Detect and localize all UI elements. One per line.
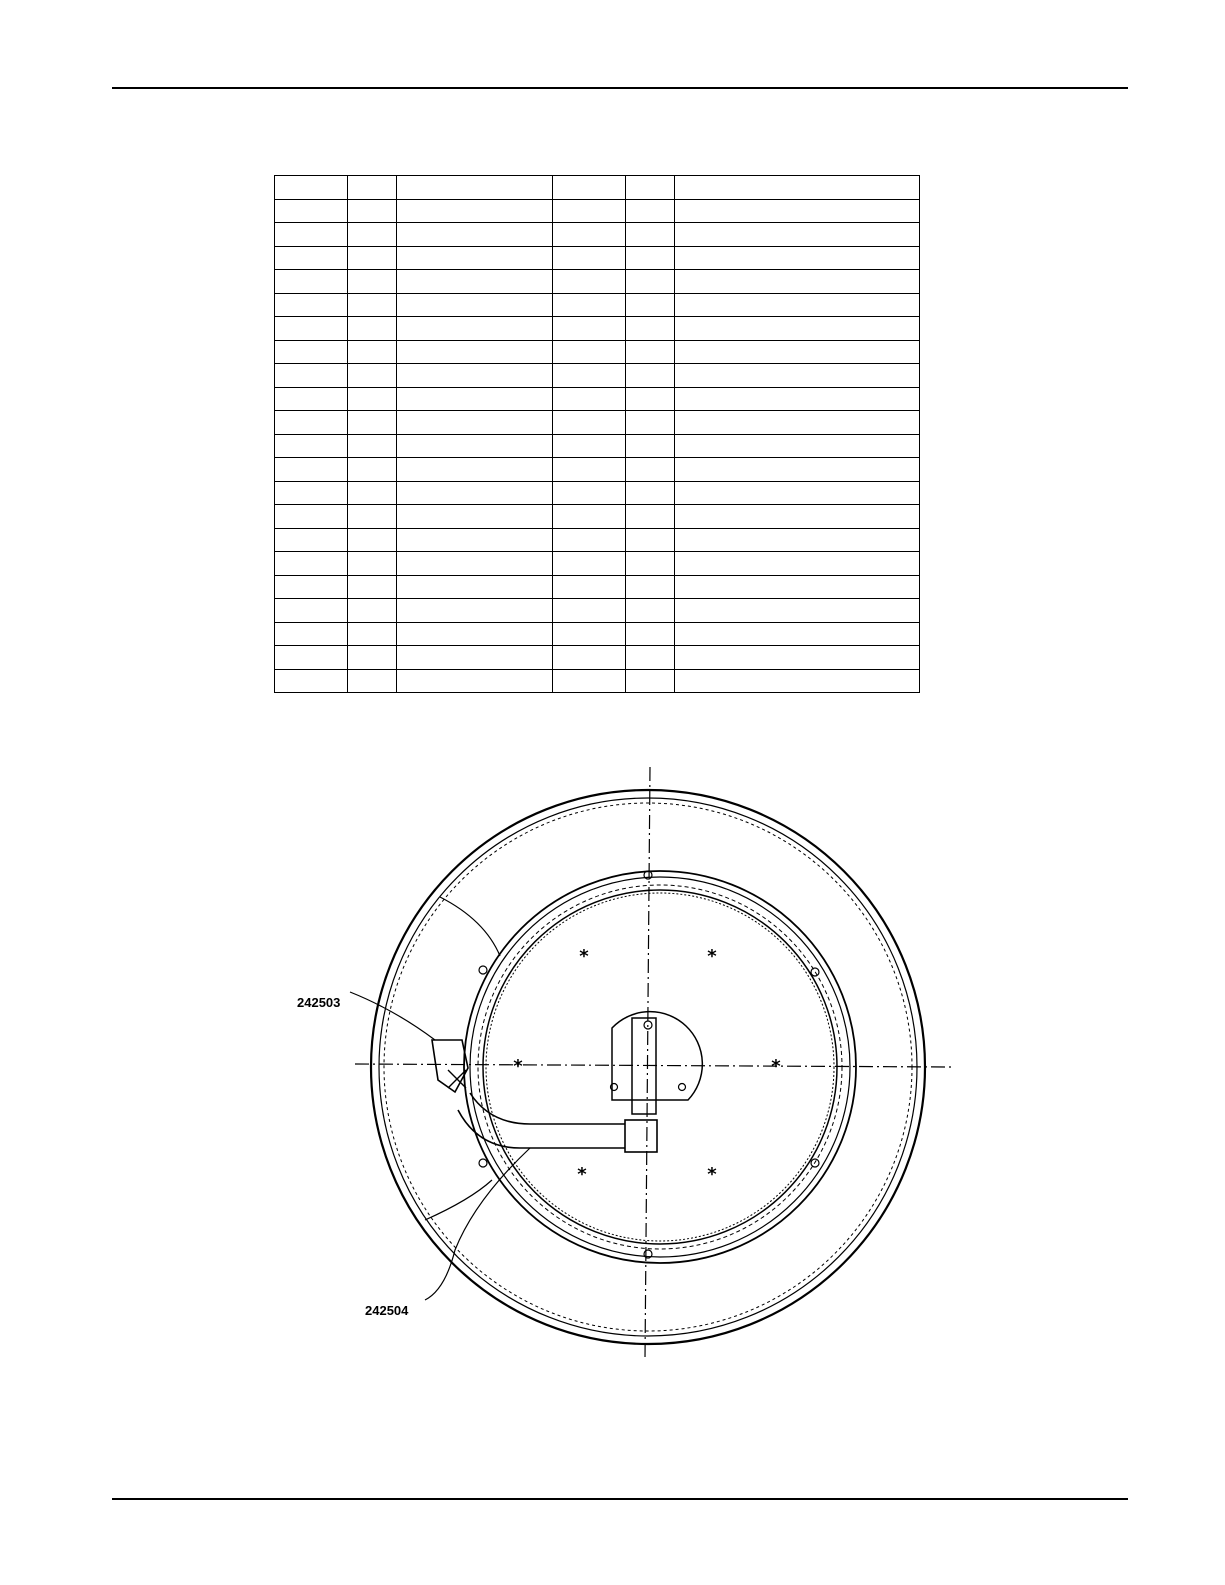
- table-cell: [275, 340, 348, 364]
- table-cell: [626, 317, 675, 341]
- table-row: [275, 599, 920, 623]
- table-cell: [553, 458, 626, 482]
- table-cell: [626, 669, 675, 693]
- table-cell: [275, 481, 348, 505]
- table-cell: [275, 364, 348, 388]
- burner-port-mark: *: [771, 1056, 781, 1077]
- burner-port-mark: *: [513, 1056, 523, 1077]
- table-cell: [626, 434, 675, 458]
- table-cell: [675, 599, 920, 623]
- table-cell: [348, 458, 397, 482]
- table-row: [275, 387, 920, 411]
- table-cell: [275, 176, 348, 200]
- table-cell: [397, 458, 553, 482]
- table-cell: [348, 246, 397, 270]
- table-cell: [275, 434, 348, 458]
- table-row: [275, 223, 920, 247]
- table-cell: [626, 481, 675, 505]
- table-cell: [553, 364, 626, 388]
- table-cell: [348, 434, 397, 458]
- table-cell: [675, 575, 920, 599]
- burner-port-mark: *: [707, 1164, 717, 1185]
- table-row: [275, 176, 920, 200]
- table-cell: [553, 340, 626, 364]
- table-cell: [675, 340, 920, 364]
- table-cell: [348, 528, 397, 552]
- table-cell: [553, 528, 626, 552]
- table-cell: [553, 246, 626, 270]
- table-row: [275, 199, 920, 223]
- table-cell: [675, 505, 920, 529]
- table-cell: [626, 411, 675, 435]
- burner-port-mark: *: [579, 946, 589, 967]
- table-cell: [275, 599, 348, 623]
- table-cell: [675, 293, 920, 317]
- table-row: [275, 270, 920, 294]
- table-row: [275, 481, 920, 505]
- table-row: [275, 552, 920, 576]
- table-cell: [397, 293, 553, 317]
- table-cell: [626, 646, 675, 670]
- center-hub: [612, 1012, 702, 1100]
- table-row: [275, 246, 920, 270]
- table-cell: [553, 552, 626, 576]
- table-cell: [553, 575, 626, 599]
- table-row: [275, 646, 920, 670]
- callout-label-242503: 242503: [297, 995, 341, 1010]
- table-cell: [553, 317, 626, 341]
- table-cell: [675, 246, 920, 270]
- table-cell: [348, 411, 397, 435]
- table-cell: [275, 646, 348, 670]
- table-cell: [397, 575, 553, 599]
- table-row: [275, 575, 920, 599]
- table-cell: [626, 176, 675, 200]
- table-cell: [675, 176, 920, 200]
- table-cell: [275, 387, 348, 411]
- table-cell: [553, 599, 626, 623]
- table-cell: [626, 505, 675, 529]
- table-cell: [397, 411, 553, 435]
- table-cell: [348, 575, 397, 599]
- table-cell: [626, 599, 675, 623]
- table-row: [275, 364, 920, 388]
- table-cell: [275, 669, 348, 693]
- table-cell: [348, 387, 397, 411]
- vertical-centerline: [645, 767, 650, 1358]
- table-cell: [675, 364, 920, 388]
- table-cell: [675, 387, 920, 411]
- table-row: [275, 340, 920, 364]
- table-row: [275, 434, 920, 458]
- table-cell: [275, 270, 348, 294]
- table-cell: [397, 364, 553, 388]
- table-cell: [626, 528, 675, 552]
- leader-242503: [350, 992, 435, 1040]
- table-cell: [626, 364, 675, 388]
- table-cell: [675, 199, 920, 223]
- leader-242504: [425, 1148, 530, 1300]
- table-cell: [348, 622, 397, 646]
- table-cell: [397, 669, 553, 693]
- table-cell: [348, 552, 397, 576]
- burner-port-mark: *: [707, 946, 717, 967]
- table-row: [275, 293, 920, 317]
- table-cell: [626, 199, 675, 223]
- table-cell: [275, 411, 348, 435]
- table-cell: [397, 481, 553, 505]
- table-cell: [275, 458, 348, 482]
- table-cell: [397, 552, 553, 576]
- table-cell: [626, 387, 675, 411]
- table-cell: [348, 646, 397, 670]
- table-cell: [626, 246, 675, 270]
- table-cell: [675, 434, 920, 458]
- table-row: [275, 505, 920, 529]
- table-cell: [675, 317, 920, 341]
- table-cell: [626, 270, 675, 294]
- parts-list-table: [274, 175, 920, 693]
- table-cell: [675, 458, 920, 482]
- pipe-elbow: [625, 1120, 657, 1152]
- table-cell: [626, 340, 675, 364]
- table-cell: [553, 387, 626, 411]
- table-cell: [275, 622, 348, 646]
- table-cell: [275, 199, 348, 223]
- table-cell: [348, 599, 397, 623]
- table-cell: [397, 340, 553, 364]
- table-cell: [675, 622, 920, 646]
- header-rule: [112, 87, 1128, 89]
- table-cell: [397, 223, 553, 247]
- burner-ring: [464, 871, 856, 1263]
- table-row: [275, 317, 920, 341]
- gas-pipe: [470, 1093, 625, 1124]
- table-cell: [553, 505, 626, 529]
- table-row: [275, 528, 920, 552]
- table-cell: [553, 223, 626, 247]
- table-cell: [675, 646, 920, 670]
- table-cell: [553, 481, 626, 505]
- table-cell: [553, 622, 626, 646]
- table-cell: [397, 176, 553, 200]
- table-cell: [553, 270, 626, 294]
- table-row: [275, 622, 920, 646]
- table-cell: [675, 481, 920, 505]
- table-cell: [348, 505, 397, 529]
- table-cell: [675, 223, 920, 247]
- table-cell: [553, 669, 626, 693]
- table-cell: [397, 387, 553, 411]
- table-cell: [553, 434, 626, 458]
- table-cell: [553, 411, 626, 435]
- table-cell: [397, 646, 553, 670]
- table-cell: [626, 575, 675, 599]
- table-cell: [397, 622, 553, 646]
- table-cell: [397, 270, 553, 294]
- footer-rule: [112, 1498, 1128, 1500]
- table-cell: [348, 364, 397, 388]
- table-cell: [553, 176, 626, 200]
- table-cell: [275, 575, 348, 599]
- burner-assembly-drawing: [340, 765, 960, 1365]
- table-cell: [553, 293, 626, 317]
- table-cell: [275, 528, 348, 552]
- table-cell: [553, 646, 626, 670]
- table-cell: [348, 199, 397, 223]
- table-row: [275, 669, 920, 693]
- table-cell: [397, 317, 553, 341]
- table-cell: [553, 199, 626, 223]
- table-cell: [348, 270, 397, 294]
- callout-label-242504: 242504: [365, 1303, 409, 1318]
- table-cell: [397, 434, 553, 458]
- table-cell: [348, 669, 397, 693]
- table-cell: [397, 599, 553, 623]
- table-row: [275, 458, 920, 482]
- table-cell: [397, 528, 553, 552]
- table-cell: [626, 622, 675, 646]
- table-cell: [626, 552, 675, 576]
- table-cell: [348, 481, 397, 505]
- table-cell: [275, 223, 348, 247]
- table-cell: [675, 528, 920, 552]
- table-cell: [397, 246, 553, 270]
- burner-port-mark: *: [577, 1164, 587, 1185]
- horizontal-centerline: [355, 1064, 952, 1067]
- table-cell: [275, 505, 348, 529]
- table-cell: [626, 223, 675, 247]
- table-cell: [348, 317, 397, 341]
- table-cell: [275, 293, 348, 317]
- table-cell: [348, 223, 397, 247]
- table-cell: [626, 458, 675, 482]
- table-cell: [275, 246, 348, 270]
- table-cell: [348, 293, 397, 317]
- table-cell: [275, 552, 348, 576]
- table-cell: [675, 270, 920, 294]
- table-cell: [348, 340, 397, 364]
- table-row: [275, 411, 920, 435]
- table-cell: [626, 293, 675, 317]
- table-cell: [275, 317, 348, 341]
- table-cell: [397, 505, 553, 529]
- table-cell: [675, 552, 920, 576]
- table-cell: [675, 669, 920, 693]
- table-cell: [348, 176, 397, 200]
- table-cell: [397, 199, 553, 223]
- table-cell: [675, 411, 920, 435]
